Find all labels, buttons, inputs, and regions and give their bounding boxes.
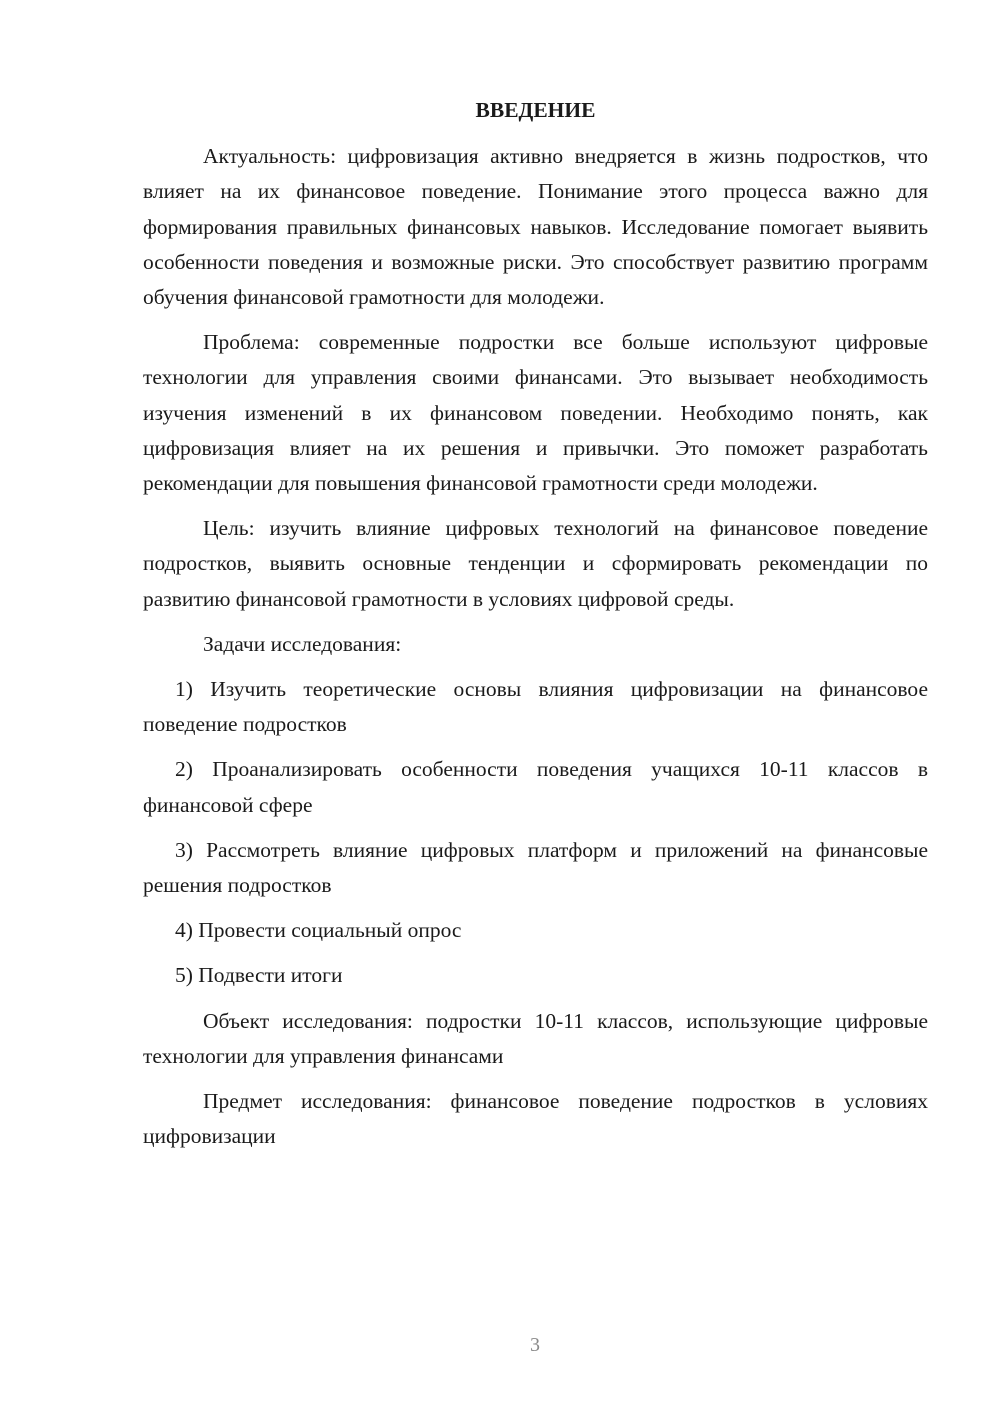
paragraph-goal: Цель: изучить влияние цифровых технологий на финансовое поведение подростков, выявить основные тенденции и сформировать рекомендации по развитию финансовой грамотности в условиях цифровой среды. bbox=[143, 516, 928, 611]
task-item-5: 5) Подвести итоги bbox=[175, 963, 343, 988]
paragraph-relevance: Актуальность: цифровизация активно внедряется в жизнь подростков, что влияет на их финансовое поведение. Понимание этого процесса важно для формирования правильных финансовых навыков. Исследование помогает выявить особенности поведения и возможные риски. Это способствует развитию программ обучения финансовой грамотности для молодежи. bbox=[143, 144, 928, 310]
page-number: 3 bbox=[530, 1334, 540, 1356]
paragraph-subject: Предмет исследования: финансовое поведение подростков в условиях цифровизации bbox=[143, 1089, 928, 1149]
section-title: ВВЕДЕНИЕ bbox=[475, 98, 596, 122]
task-item-1: 1) Изучить теоретические основы влияния цифровизации на финансовое поведение подростков bbox=[143, 677, 928, 737]
task-item-2: 2) Проанализировать особенности поведения учащихся 10-11 классов в финансовой сфере bbox=[143, 757, 928, 817]
document-body bbox=[143, 93, 928, 1164]
paragraph-tasks-heading: Задачи исследования: bbox=[203, 631, 402, 656]
task-item-3: 3) Рассмотреть влияние цифровых платформ и приложений на финансовые решения подростков bbox=[143, 837, 928, 898]
task-item-4: 4) Провести социальный опрос bbox=[175, 918, 462, 943]
paragraph-problem: Проблема: современные подростки все больше используют цифровые технологии для управления своими финансами. Это вызывает необходимость изучения изменений в их финансовом поведении. Необходимо понять, как цифровизация влияет на их решения и привычки. Это поможет разработать рекомендации для повышения финансовой грамотности среди молодежи. bbox=[143, 330, 928, 496]
paragraph-object: Объект исследования: подростки 10-11 классов, использующие цифровые технологии для управления финансами bbox=[143, 1008, 928, 1068]
